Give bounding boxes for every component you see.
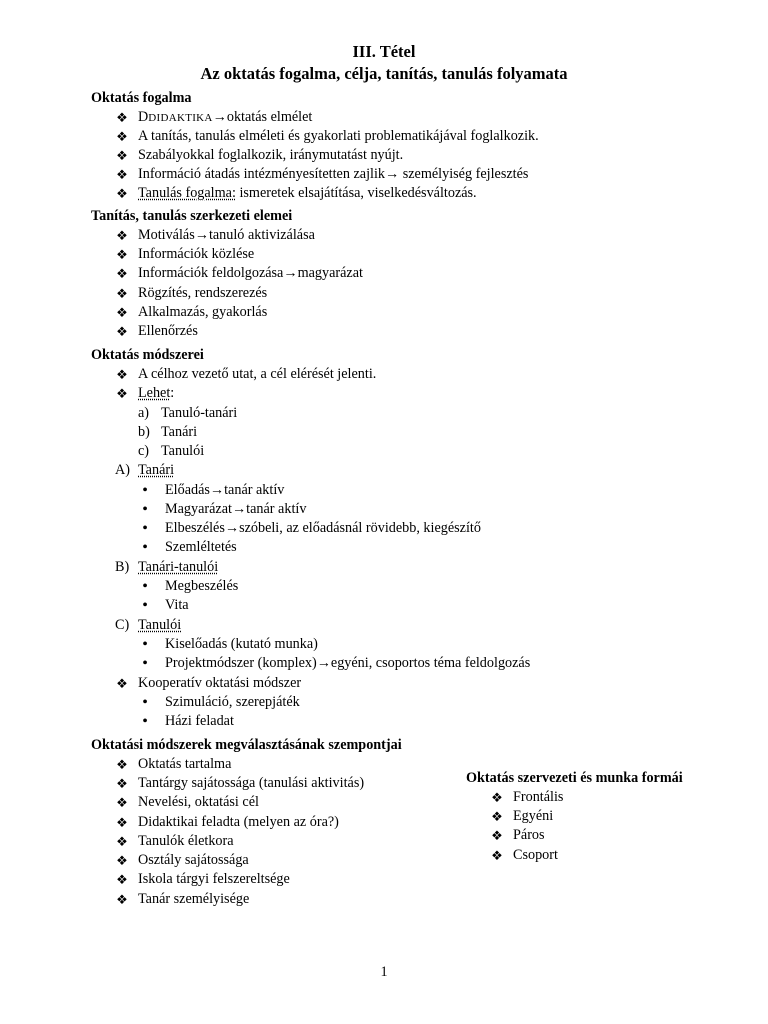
document-number: III. Tétel (352, 42, 416, 61)
diamond-bullet-icon: ❖ (491, 809, 503, 824)
item-text: Didaktikai feladta (melyen az óra?) (138, 814, 339, 830)
bullet-icon: • (142, 578, 148, 595)
group-title: Tanári-tanulói (138, 559, 219, 575)
diamond-bullet-icon: ❖ (116, 148, 128, 163)
item-text: Csoport (513, 847, 558, 863)
diamond-bullet-icon: ❖ (116, 305, 128, 320)
item-text: Megbeszélés (165, 578, 239, 594)
arrow-icon: → (194, 227, 209, 243)
section-heading-elemei: Tanítás, tanulás szerkezeti elemei (91, 208, 293, 224)
bullet-icon: • (142, 655, 148, 672)
item-smallcaps: DIDAKTIKA (148, 112, 213, 124)
diamond-bullet-icon: ❖ (116, 815, 128, 830)
arrow-icon: → (231, 501, 247, 517)
diamond-bullet-icon: ❖ (116, 776, 128, 791)
section-heading-szempontjai: Oktatási módszerek megválasztásának szempontjai (91, 737, 402, 753)
item-text: Nevelési, oktatási cél (138, 794, 259, 810)
item-text: Egyéni (513, 808, 554, 824)
item-text: ismeretek elsajátítása, viselkedésváltozás. (235, 185, 477, 201)
section-heading-formai: Oktatás szervezeti és munka formái (466, 770, 683, 786)
item-text: tanár aktív (224, 482, 285, 498)
item-text: A tanítás, tanulás elméleti és gyakorlati problematikájával foglalkozik. (138, 128, 539, 144)
item-text: Vita (165, 597, 189, 613)
diamond-bullet-icon: ❖ (116, 386, 128, 401)
diamond-bullet-icon: ❖ (116, 266, 128, 281)
item-text: Alkalmazás, gyakorlás (138, 304, 268, 320)
diamond-bullet-icon: ❖ (491, 790, 503, 805)
item-text: Rögzítés, rendszerezés (138, 285, 268, 301)
item-underlined-text: Lehet (138, 385, 171, 401)
item-text: Kooperatív oktatási módszer (138, 675, 302, 691)
diamond-bullet-icon: ❖ (116, 186, 128, 201)
arrow-icon: → (385, 166, 400, 182)
item-text: tanuló aktivizálása (208, 227, 315, 243)
item-text: Elbeszélés (165, 520, 225, 536)
item-text: Információk közlése (138, 246, 255, 262)
arrow-icon: → (212, 109, 227, 125)
diamond-bullet-icon: ❖ (491, 848, 503, 863)
item-label: a) (138, 405, 150, 421)
item-text: Tantárgy sajátossága (tanulási aktivitás) (138, 775, 365, 791)
diamond-bullet-icon: ❖ (116, 757, 128, 772)
group-label: C) (115, 617, 130, 633)
bullet-icon: • (142, 597, 148, 614)
item-underlined-text: Tanulás fogalma: (138, 185, 236, 201)
arrow-icon: → (283, 265, 298, 281)
arrow-icon: → (209, 482, 225, 498)
arrow-icon: → (224, 520, 240, 536)
diamond-bullet-icon: ❖ (116, 228, 128, 243)
item-text: Tanuló-tanári (161, 405, 238, 421)
bullet-icon: • (142, 694, 148, 711)
item-text: Információk feldolgozása (138, 265, 284, 281)
item-text: Házi feladat (165, 713, 234, 729)
document-title: Az oktatás fogalma, célja, tanítás, tanulás folyamata (200, 64, 568, 83)
item-text: Páros (513, 827, 545, 843)
item-text: Oktatás tartalma (138, 756, 232, 772)
diamond-bullet-icon: ❖ (116, 247, 128, 262)
diamond-bullet-icon: ❖ (116, 367, 128, 382)
diamond-bullet-icon: ❖ (116, 795, 128, 810)
item-text: egyéni, csoportos téma feldolgozás (330, 655, 531, 671)
item-text: Szemléltetés (165, 539, 237, 555)
group-title: Tanulói (138, 617, 182, 633)
bullet-icon: • (142, 713, 148, 730)
item-text: : (170, 385, 175, 401)
item-label: b) (138, 424, 150, 440)
bullet-icon: • (142, 520, 148, 537)
item-text: tanár aktív (246, 501, 307, 517)
item-text: Magyarázat (165, 501, 232, 517)
diamond-bullet-icon: ❖ (116, 853, 128, 868)
page-number: 1 (380, 964, 388, 980)
diamond-bullet-icon: ❖ (116, 872, 128, 887)
item-text: oktatás elmélet (226, 109, 313, 125)
diamond-bullet-icon: ❖ (116, 892, 128, 907)
arrow-icon: → (316, 655, 331, 671)
diamond-bullet-icon: ❖ (116, 286, 128, 301)
group-label: B) (115, 559, 130, 575)
diamond-bullet-icon: ❖ (116, 129, 128, 144)
bullet-icon: • (142, 636, 148, 653)
item-text: A célhoz vezető utat, a cél elérését jelenti. (138, 366, 377, 382)
item-text: Projektmódszer (komplex) (165, 655, 317, 671)
bullet-icon: • (142, 539, 148, 556)
item-label: c) (138, 443, 150, 459)
item-text: Frontális (513, 789, 564, 805)
item-text: Tanulói (161, 443, 205, 459)
diamond-bullet-icon: ❖ (491, 828, 503, 843)
item-text: Ellenőrzés (138, 323, 198, 339)
diamond-bullet-icon: ❖ (116, 324, 128, 339)
bullet-icon: • (142, 482, 148, 499)
item-text: Osztály sajátossága (138, 852, 249, 868)
item-text: Motiválás (138, 227, 195, 243)
diamond-bullet-icon: ❖ (116, 676, 128, 691)
bullet-icon: • (142, 501, 148, 518)
item-text: szóbeli, az előadásnál rövidebb, kiegészítő (239, 520, 481, 536)
item-text: Kiselőadás (kutató munka) (165, 636, 318, 652)
group-title: Tanári (138, 462, 175, 478)
item-text: Iskola tárgyi felszereltsége (138, 871, 290, 887)
section-heading-modszerei: Oktatás módszerei (91, 347, 204, 363)
diamond-bullet-icon: ❖ (116, 834, 128, 849)
item-prefix: D (138, 109, 149, 125)
item-text: magyarázat (297, 265, 363, 281)
item-text: Tanulók életkora (138, 833, 234, 849)
item-text: Előadás (165, 482, 210, 498)
item-text: Tanári (161, 424, 198, 440)
item-text: Információ átadás intézményesítetten zajlik (138, 166, 385, 182)
item-text: Tanár személyisége (138, 891, 250, 907)
diamond-bullet-icon: ❖ (116, 110, 128, 125)
section-heading-fogalma: Oktatás fogalma (91, 90, 192, 106)
item-text: személyiség fejlesztés (399, 166, 529, 182)
item-text: Szabályokkal foglalkozik, iránymutatást nyújt. (138, 147, 404, 163)
group-label: A) (115, 462, 130, 478)
item-text: Szimuláció, szerepjáték (165, 694, 300, 710)
diamond-bullet-icon: ❖ (116, 167, 128, 182)
